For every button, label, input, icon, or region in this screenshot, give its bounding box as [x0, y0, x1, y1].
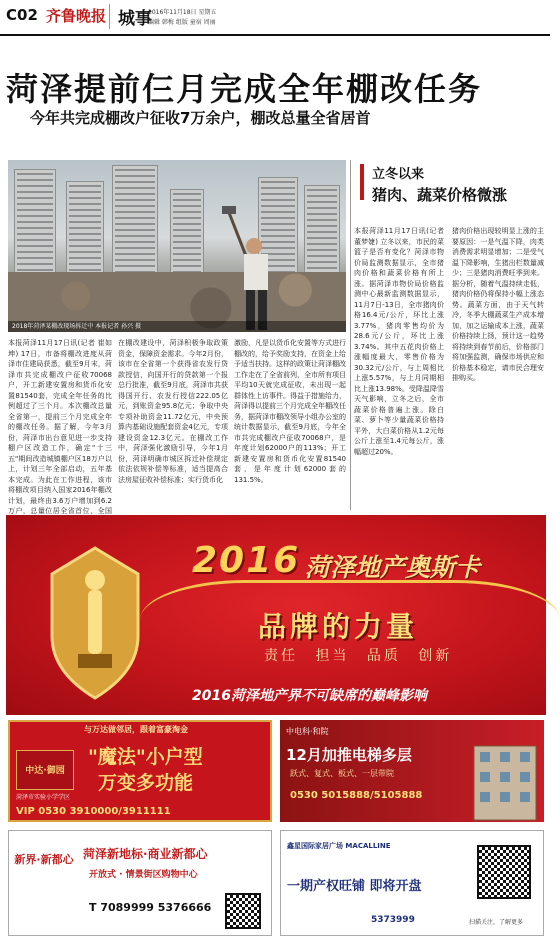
xinjie-mall-ad[interactable] — [8, 830, 272, 936]
ad1-vip-phone: VIP 0530 3910000/3911111 — [16, 806, 171, 817]
ad3-qr-code[interactable] — [225, 893, 261, 929]
ad2-subtitle: 跃式、复式、板式、一层带院 — [290, 769, 394, 778]
side-kicker: 立冬以来 — [372, 167, 425, 182]
ad4-brand: 鑫星国际家居广场 MACALLINE — [287, 842, 391, 850]
ad3-phone: T 7089999 5376666 — [89, 901, 212, 914]
building-illustration — [470, 736, 540, 820]
ad4-scan-text: 扫描关注，了解更多 — [469, 919, 524, 926]
ad4-title: 一期产权旺铺 即将开盘 — [287, 879, 422, 894]
zhongda-yuyuan-ad[interactable] — [8, 720, 272, 822]
side-title-marker — [360, 164, 364, 200]
article-column-3: 激励，凡是以货币化安置等方式进行棚改的，给予奖励支持，在资金上给予适当扶持。这样的政策让菏泽棚改工作走在了全省前列，全市所有项目平均10天就完成征收，未出现一起群体性上访事件。得益于措施给力，菏泽得以提前三个月完成全年棚改任务，据菏泽市棚改领导小组办公室的统计数据显示，截至9月底，今年全市共完成棚改户征收70068户，是年度计划62000户的113%；开工新建安置房和货币化安置81540套，是年度计划62000套的131.5%。 — [234, 339, 346, 484]
ad1-slogan-1: "魔法"小户型 — [88, 746, 203, 768]
banner-brand-slogan: 品牌的力量 — [258, 610, 419, 643]
ad3-title: 菏泽新地标·商业新都心 — [83, 847, 208, 861]
photo-caption: 2018年菏泽某棚改现场拆迁中 本报记者 孙兴 摄 — [8, 321, 346, 332]
ad4-qr-code[interactable] — [477, 845, 531, 899]
ad3-brand: 新界·新都心 — [14, 853, 74, 866]
banner-title: 菏泽地产奥斯卡 — [305, 553, 481, 582]
banner-values: 责任 担当 品质 创新 — [264, 648, 453, 664]
news-photo — [8, 160, 346, 332]
page-number: C02 — [6, 6, 38, 24]
ad1-slogan-2: 万变多功能 — [98, 772, 194, 794]
worker-figure — [220, 206, 280, 332]
side-column-1: 本报菏泽11月17日讯(记者 董梦婕) 立冬以来，市民的菜篮子是否有变化？菏泽市物价局监测数据显示，全市猪肉价格和蔬菜价格有所上涨。据菏泽市物价局价格监测中心最新监测数据显示，11月7日-13日，全市猪肉价格16.4元/公斤，环比上涨3.77%，猪肉零售均价为28.6元/公斤，环比上涨3.74%。其中五花肉价格上涨幅度最大，零售价格为30.32元/公斤，与上周相比上涨5.57%，与上月同期相比上涨13.98%。受降温降雪天气影响，立冬之后，全市蔬菜价格普遍上涨。除白菜、萝卜等少量蔬菜价格持平外，大白菜价格从1.2元每公斤上涨至1.4元每公斤，涨幅超过20%。 — [354, 227, 444, 456]
editors-line: 编辑 韩梅 组版 童宿 周丽 — [148, 19, 216, 26]
trophy-icon — [40, 540, 150, 710]
newspaper-name: 齐鲁晚报 — [46, 7, 107, 25]
ad4-phone: 5373999 — [371, 915, 415, 925]
banner-year: 2016 — [192, 540, 301, 581]
ad1-school: 菏泽市实验小学学区 — [16, 794, 71, 801]
ad3-subtitle: 开放式 · 情景街区购物中心 — [89, 870, 198, 880]
side-headline: 猪肉、蔬菜价格微涨 — [372, 186, 508, 204]
zhongdianke-heyuan-ad[interactable] — [280, 720, 544, 822]
macalline-home-ad[interactable] — [280, 830, 544, 936]
ad1-tagline: 与万达做邻居，跟着富豪淘金 — [84, 725, 188, 734]
banner-bottom-line: 2016菏泽地产界不可缺席的巅峰影响 — [192, 688, 427, 704]
column-divider — [350, 160, 351, 510]
ad2-title: 12月加推电梯多层 — [286, 746, 412, 764]
ad2-phone: 0530 5015888/5105888 — [290, 790, 423, 801]
ad2-logo: 中电科·和院 — [286, 727, 329, 736]
section-name: 城事 — [109, 4, 152, 29]
side-column-2: 猪肉价格出现较明显上涨的主要原因：一是气温下降，肉类消费需求明显增加；二是受气温下降影响，生猪出栏数量减少；三是猪肉消费旺季到来。据分析，随着气温持续走低，猪肉价格仍将保持小幅上涨态势。蔬菜方面，由于天气转冷，冬季大棚蔬菜生产成本增加，加之运输成本上涨，蔬菜价格持续上扬，预计这一趋势将持续到春节前后，价格部门将加强监测，确保市场供应和价格基本稳定，请市民合理安排购买。 — [452, 227, 544, 382]
main-headline: 菏泽提前仨月完成全年棚改任务 — [6, 70, 483, 108]
sub-headline: 今年共完成棚改户征收7万余户，棚改总量全省居首 — [30, 109, 371, 127]
article-column-2: 在棚改建设中，菏泽积极争取政策资金，保障资金需求。今年2月份，该市在全省第一个获得省农发行贷款授信，向国开行的贷款第一个报总行批准，截至9月底，菏泽市共获得国开行、农发行授信222.05亿元，到账资金95.8亿元；争取中央专项补助资金11.72亿元，中央预算内基础设施配套资金4亿元，专项建设资金12.3亿元。在棚改工作中，菏泽强化激励引导，今年1月份，菏泽明确市城区拆迁补偿规定依法依规补偿等标准，适当提高合法房屋征收补偿标准；实行货币化 — [118, 339, 228, 484]
article-column-1: 本报菏泽11月17日讯(记者 崔如坤) 17日，市备将棚改进度从菏泽市住建局获悉，截至9月末，菏泽市共完成棚改户征收70068户，开工新建安置房和货币化安置81540套，完成全年任务的比例超过了三个月。本次棚改总量全省第一，提前三个月完成全年的棚改任务。据了解，今年3月份，菏泽市出台意见进一步支持棚户区改造工作，确定"十三五"期间改造城镇棚户区18万户以上，计划三年全部启动，五年基本完成。为此在工作进程，该市将棚改项目纳入国家2016年棚改计划，最终由3.6万户增加到6.2万户，总量位居全省首位，全国 — [8, 339, 112, 515]
issue-date: 2016年11月18日 星期五 — [148, 9, 217, 16]
ad1-logo: 中达·御园 — [16, 750, 74, 790]
